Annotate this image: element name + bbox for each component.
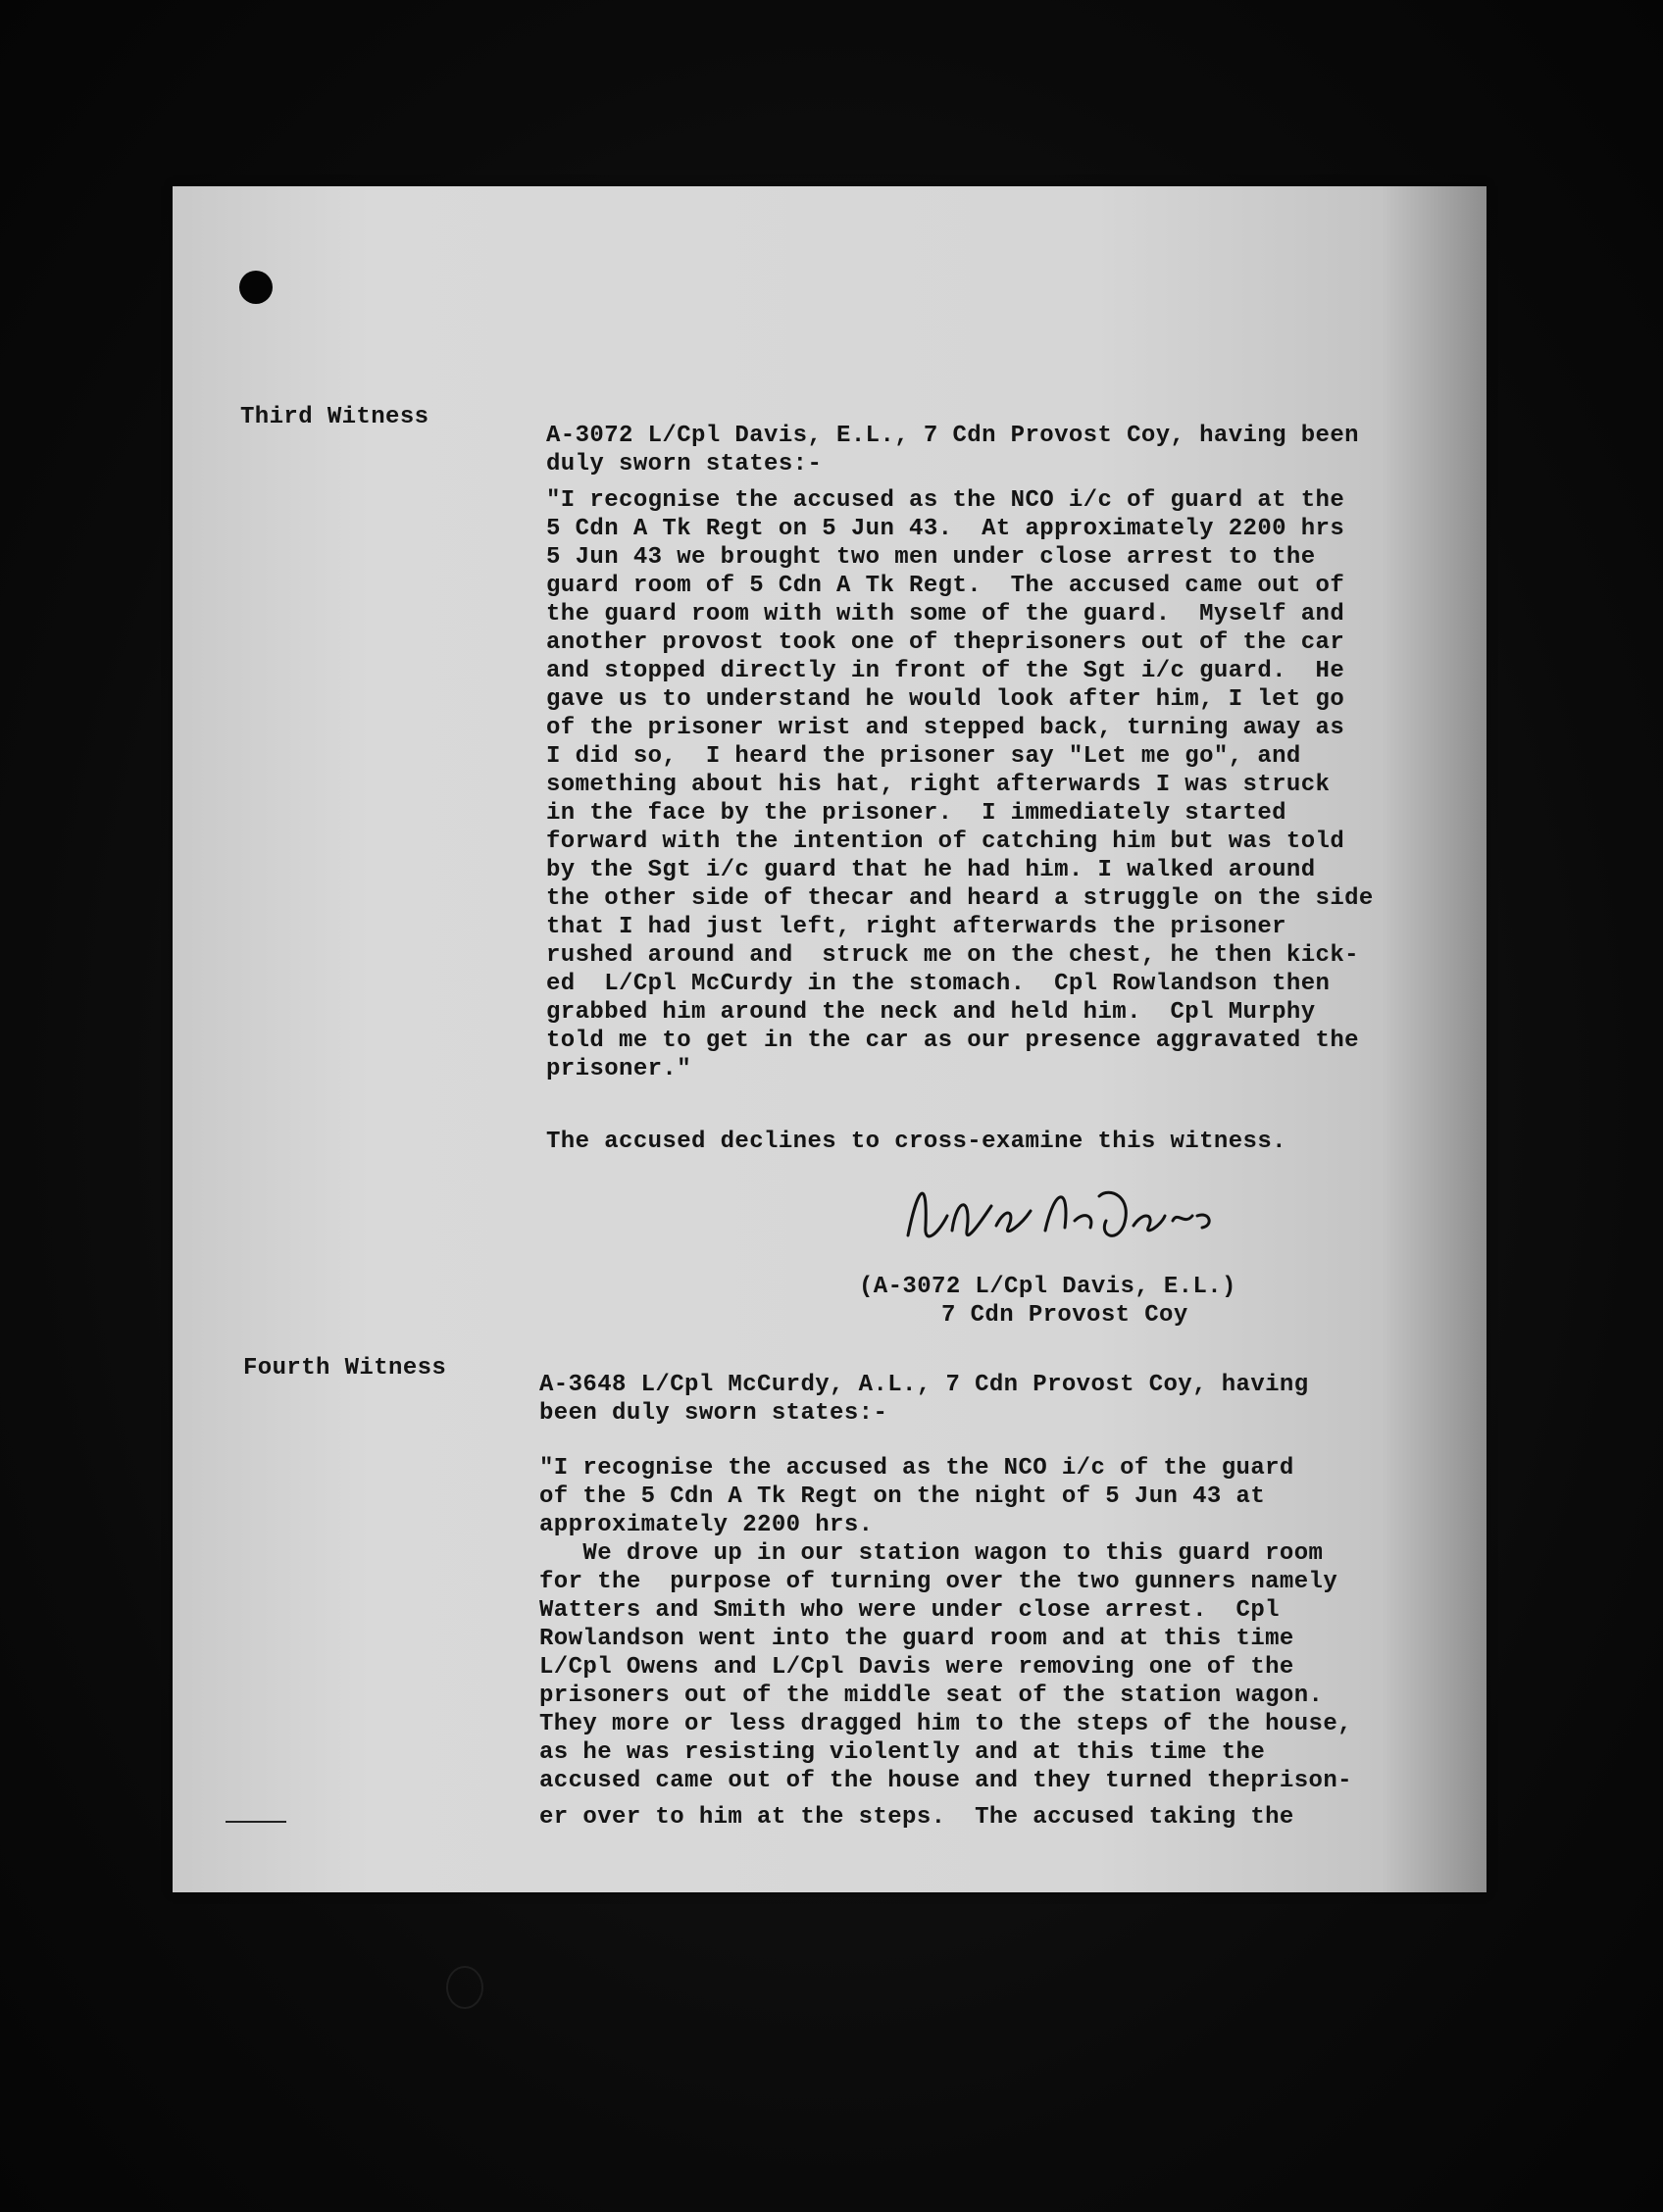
punch-hole <box>239 271 273 304</box>
intro-line: been duly sworn states:- <box>539 1400 888 1427</box>
statement-line: 5 Cdn A Tk Regt on 5 Jun 43. At approximately 2200 hrs <box>546 516 1345 542</box>
statement-line: "I recognise the accused as the NCO i/c of guard at the <box>546 487 1345 514</box>
signature-caption <box>859 1273 1236 1330</box>
statement-line: They more or less dragged him to the steps of the house, <box>539 1711 1352 1737</box>
fourth-witness-statement <box>539 1454 1481 1832</box>
third-witness-label: Third Witness <box>240 404 429 430</box>
statement-line: L/Cpl Owens and L/Cpl Davis were removing one of the <box>539 1654 1294 1681</box>
handwritten-signature <box>898 1167 1222 1255</box>
statement-line: er over to him at the steps. The accused taking the <box>539 1804 1294 1831</box>
cross-examination-note <box>546 1128 1487 1156</box>
statement-line: forward with the intention of catching him but was told <box>546 829 1345 855</box>
statement-line: of the 5 Cdn A Tk Regt on the night of 5 Jun 43 at <box>539 1483 1266 1510</box>
signature-unit: 7 Cdn Provost Coy <box>941 1302 1188 1329</box>
statement-line: another provost took one of theprisoners out of the car <box>546 629 1345 656</box>
statement-line: prisoner." <box>546 1056 692 1082</box>
statement-line: the guard room with with some of the guard. Myself and <box>546 601 1345 628</box>
statement-line: Watters and Smith who were under close arrest. Cpl <box>539 1597 1280 1624</box>
third-witness-statement <box>546 486 1487 1083</box>
statement-line: by the Sgt i/c guard that he had him. I walked around <box>546 857 1316 883</box>
statement-line: guard room of 5 Cdn A Tk Regt. The accused came out of <box>546 573 1345 599</box>
statement-line: rushed around and struck me on the chest, he then kick- <box>546 942 1359 969</box>
statement-line: told me to get in the car as our presence aggravated the <box>546 1028 1359 1054</box>
margin-dash <box>226 1821 286 1823</box>
signature-typed: (A-3072 L/Cpl Davis, E.L.) <box>859 1274 1236 1300</box>
third-witness-intro <box>546 422 1487 478</box>
intro-line: duly sworn states:- <box>546 451 823 478</box>
statement-line: as he was resisting violently and at this time the <box>539 1739 1266 1766</box>
statement-line: ed L/Cpl McCurdy in the stomach. Cpl Rowlandson then <box>546 971 1331 997</box>
fourth-witness-label: Fourth Witness <box>243 1355 447 1382</box>
statement-line: and stopped directly in front of the Sgt i/c guard. He <box>546 658 1345 684</box>
statement-line: something about his hat, right afterwards I was struck <box>546 772 1331 798</box>
statement-line: that I had just left, right afterwards the prisoner <box>546 914 1286 940</box>
statement-line: "I recognise the accused as the NCO i/c of the guard <box>539 1455 1294 1482</box>
statement-line: gave us to understand he would look after him, I let go <box>546 686 1345 713</box>
statement-line: in the face by the prisoner. I immediately started <box>546 800 1286 827</box>
fourth-witness-intro <box>539 1371 1481 1428</box>
document-page <box>173 186 1487 1892</box>
intro-line: A-3648 L/Cpl McCurdy, A.L., 7 Cdn Provost Coy, having <box>539 1372 1309 1398</box>
statement-line: Rowlandson went into the guard room and at this time <box>539 1626 1294 1652</box>
statement-line: for the purpose of turning over the two gunners namely <box>539 1569 1338 1595</box>
intro-line: A-3072 L/Cpl Davis, E.L., 7 Cdn Provost Coy, having been <box>546 423 1359 449</box>
statement-line: grabbed him around the neck and held him. Cpl Murphy <box>546 999 1316 1026</box>
statement-line: accused came out of the house and they turned theprison- <box>539 1768 1352 1794</box>
statement-line: approximately 2200 hrs. <box>539 1512 874 1538</box>
film-mark <box>446 1966 483 2009</box>
cross-examination-text: The accused declines to cross-examine this witness. <box>546 1129 1286 1155</box>
statement-line: 5 Jun 43 we brought two men under close arrest to the <box>546 544 1316 571</box>
statement-line: prisoners out of the middle seat of the station wagon. <box>539 1683 1324 1709</box>
statement-line: We drove up in our station wagon to this guard room <box>539 1540 1324 1567</box>
statement-line: I did so, I heard the prisoner say "Let me go", and <box>546 743 1301 770</box>
statement-line: the other side of thecar and heard a struggle on the side <box>546 885 1374 912</box>
statement-line: of the prisoner wrist and stepped back, turning away as <box>546 715 1345 741</box>
